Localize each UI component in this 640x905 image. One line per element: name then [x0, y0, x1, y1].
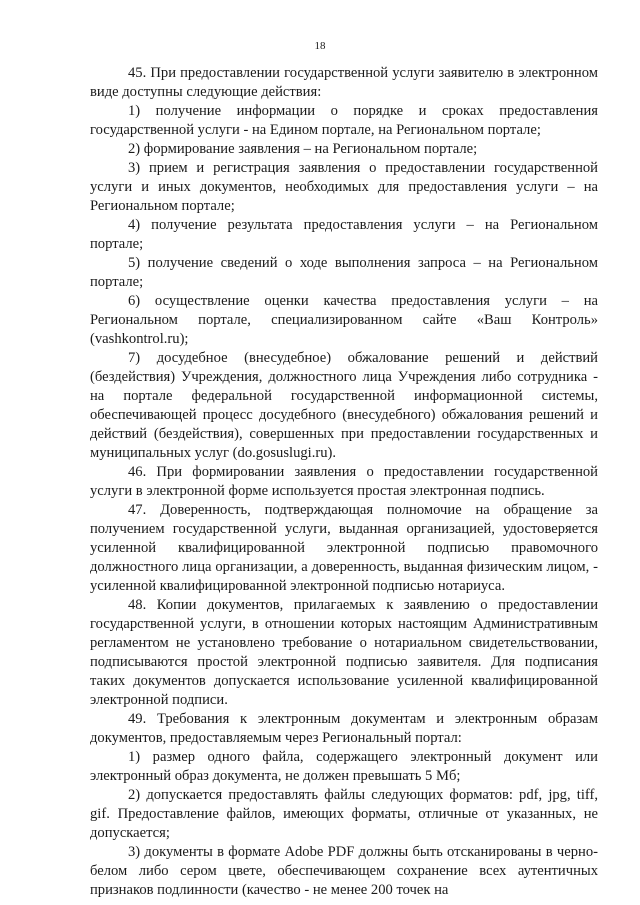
list-item-45-4: 4) получение результата предоставления услуги – на Региональном портале; [90, 217, 598, 252]
list-item-49-1: 1) размер одного файла, содержащего электронный документ или электронный образ документа, не должен превышать 5 Мб; [90, 749, 598, 784]
list-item-45-3: 3) прием и регистрация заявления о предоставлении государственной услуги и иных документов, необходимых для предоставления услуги – на Региональном портале; [90, 160, 598, 214]
list-item-49-2: 2) допускается предоставлять файлы следующих форматов: pdf, jpg, tiff, gif. Предоставление файлов, имеющих форматы, отличные от указанных, не допускается; [90, 787, 598, 841]
paragraph-48: 48. Копии документов, прилагаемых к заявлению о предоставлении государственной услуги, в отношении которых настоящим Административным регламентом не установлено требование о нотариальном свидетельствовании, подписываются простой электронной подписью заявителя. Для подписания таких документов допускается использование усиленной квалифицированной электронной подписи. [90, 597, 598, 708]
list-item-45-7: 7) досудебное (внесудебное) обжалование решений и действий (бездействия) Учреждения, должностного лица Учреждения либо сотрудника - на портале федеральной государственной информационной системы, обеспечивающей процесс досудебного (внесудебного) обжалования решений и действий (бездействия), совершенных при предоставлении государственных и муниципальных услуг (do.gosuslugi.ru). [90, 350, 598, 461]
list-item-49-3: 3) документы в формате Adobe PDF должны быть отсканированы в черно-белом либо сером цвете, обеспечивающем сохранение всех аутентичных признаков подлинности (качество - не менее 200 точек на [90, 844, 598, 898]
page-number: 18 [314, 40, 326, 52]
document-body [90, 64, 598, 900]
list-item-45-1: 1) получение информации о порядке и сроках предоставления государственной услуги - на Едином портале, на Региональном портале; [90, 103, 598, 138]
list-item-45-5: 5) получение сведений о ходе выполнения запроса – на Региональном портале; [90, 255, 598, 290]
paragraph-46: 46. При формировании заявления о предоставлении государственной услуги в электронной форме используется простая электронная подпись. [90, 464, 598, 499]
paragraph-47: 47. Доверенность, подтверждающая полномочие на обращение за получением государственной услуги, выданная организацией, удостоверяется усиленной квалифицированной электронной подписью правомочного должностного лица организации, а доверенность, выданная физическим лицом, - усиленной квалифицированной электронной подписью нотариуса. [90, 502, 598, 594]
list-item-45-2: 2) формирование заявления – на Региональном портале; [128, 141, 478, 157]
list-item-45-6: 6) осуществление оценки качества предоставления услуги – на Региональном портале, специализированном сайте «Ваш Контроль» (vashkontrol.ru); [90, 293, 598, 347]
paragraph-45: 45. При предоставлении государственной услуги заявителю в электронном виде доступны следующие действия: [90, 65, 598, 100]
paragraph-49: 49. Требования к электронным документам и электронным образам документов, предоставляемым через Региональный портал: [90, 711, 598, 746]
